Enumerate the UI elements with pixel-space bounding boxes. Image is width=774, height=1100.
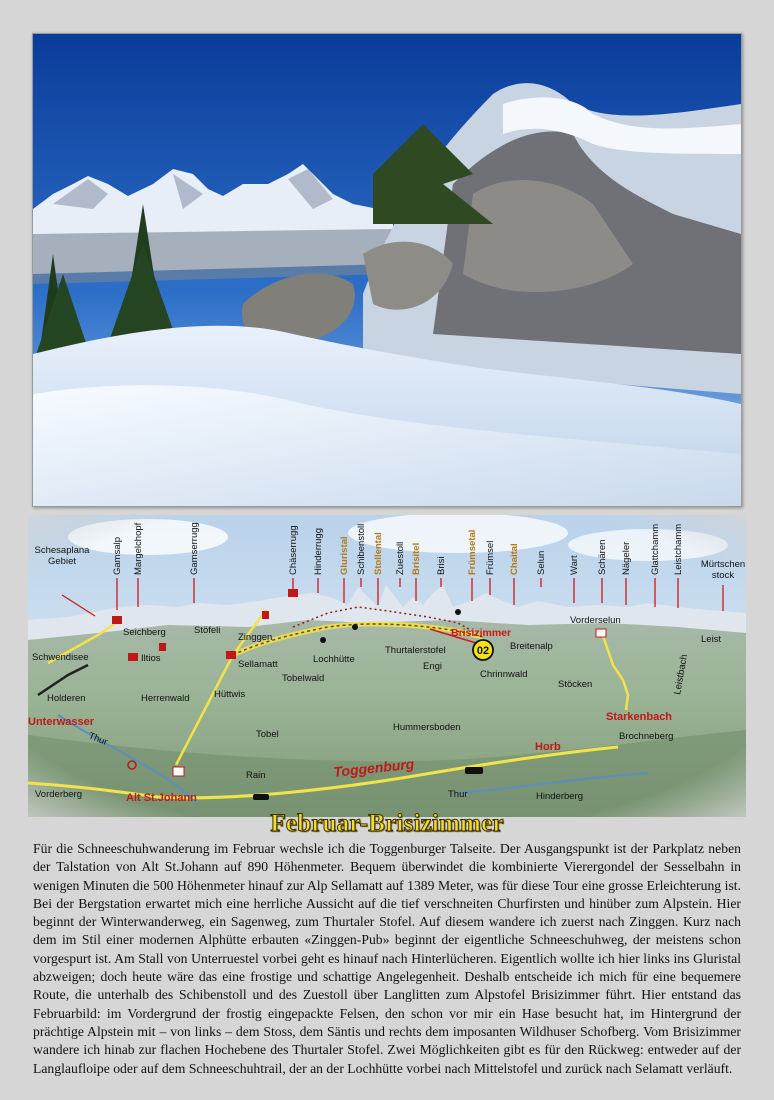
- peak-label-selun: Selun: [536, 550, 547, 575]
- peak-label-chaital: Chaital: [509, 543, 520, 575]
- place-toggenburg: Toggenburg: [332, 755, 416, 780]
- bus-icon: [465, 767, 483, 774]
- hut-icon: [596, 629, 606, 637]
- place-thur-right: Thur: [448, 789, 468, 800]
- place-brochneberg: Brochneberg: [619, 731, 674, 742]
- peak-label-glattchamm: Glattchamm: [650, 523, 661, 575]
- place-huettwis: Hüttwis: [214, 689, 246, 700]
- peak-label-wart: Wart: [569, 555, 580, 575]
- peak-label-naegeler: Nägeler: [621, 541, 632, 575]
- place-starkenbach: Starkenbach: [606, 711, 673, 723]
- peak-label-brisi: Brisi: [436, 556, 447, 575]
- hiker-icon: [320, 637, 326, 643]
- place-holderen: Holderen: [47, 693, 86, 704]
- place-iltios: Iltios: [141, 653, 161, 664]
- hut-icon: [173, 767, 184, 776]
- winter-landscape-photo: [32, 33, 742, 507]
- place-sellamatt: Sellamatt: [238, 659, 278, 670]
- hut-icon: [112, 616, 122, 624]
- peak-label-margelchopf: Margelchopf: [133, 522, 144, 575]
- peak-label-zuestoll: Zuestoll: [395, 541, 406, 575]
- place-hummersboden: Hummersboden: [393, 722, 461, 733]
- place-vorderberg: Vorderberg: [35, 789, 83, 800]
- hut-icon: [128, 653, 138, 661]
- peak-label-leistchamm: Leistchamm: [673, 523, 684, 575]
- page-title: Februar-Brisizimmer: [270, 810, 504, 837]
- peak-label-schesaplana: Schesaplana Gebiet: [34, 545, 90, 567]
- hiker-icon: [455, 609, 461, 615]
- peak-label-schaeren: Schären: [597, 539, 608, 575]
- peak-label-stollental: Stollental: [373, 532, 384, 575]
- hut-icon: [288, 589, 298, 597]
- tour-description: Für die Schneeschuhwanderung im Februar wechsle ich die Toggenburger Talseite. Der Ausgangspunkt ist der Parkplatz neben der Talstation von Alt St.Johann auf 890 Höhenmeter. Bequem überwindet die kombinierte Vierergondel der Sesselbahn in wenigen Minuten die 500 Höhenmeter hinauf zur Alp Sellamatt auf 1389 Meter, was für diese Tour eine grosse Erleichterung ist. Bei der Bergstation erwartet mich eine herrliche Aussicht auf die tief verschneiten Churfirsten und hinüber zum Alpstein. Hier beginnt der Winterwanderweg, ein Sagenweg, zum Thurtaler Stofel. Auf diesem wandere ich zuerst nach Zinggen. Kurz nach dem im Stil einer modernen Alphütte erbauten «Zinggen-Pub» beginnt der eigentliche Schneeschuhweg, der meistens schon vorgespurt ist. Am Stall von Unterruestel vorbei geht es hinauf nach Hinterlücheren. Eigentlich wollte ich hier links ins Gluristal abzweigen; doch heute wäre das eine frostige und schattige Angelegenheit. Deshalb entscheide ich mich für eine bequemere Route, die unterhalb des Schibenstoll und des Zuestoll über Langlitten zum Alpstofel Brisizimmer führt. Hier entstand das Februarbild: im Vordergrund der frostig eingepackte Felsen, den schon vor mir ein Hase besucht hat, im Hintergrund der prächtige Alpstein mit – von links – dem Stoss, dem Säntis und rechts dem imposanten Wildhuser Schofberg. Vom Brisizimmer wandere ich hinab zur flachen Hochebene des Thurtaler Stofel. Zwei Möglichkeiten gibt es für den Rückweg: entweder auf der Langlaufloipe oder auf dem Schneeschuhtrail, der an der Lochhütte vorbei nach Mittelstofel und zurück nach Selamatt verläuft.: [33, 841, 741, 1076]
- place-horb: Horb: [535, 741, 561, 753]
- car-icon: [253, 794, 269, 800]
- hut-icon: [226, 651, 236, 659]
- place-stoecken: Stöcken: [558, 679, 593, 690]
- gondola-icon: [159, 643, 166, 651]
- place-tobel: Tobel: [256, 729, 279, 740]
- peak-label-schibenstoll: Schibenstoll: [356, 523, 367, 575]
- place-zinggen: Zinggen: [238, 632, 273, 643]
- route-marker-label: 02: [476, 645, 490, 657]
- hiker-icon: [352, 624, 358, 630]
- place-altstjohann: Alt St.Johann: [126, 792, 197, 804]
- place-unterwasser: Unterwasser: [28, 716, 95, 728]
- peak-label-gamsalp: Gamsalp: [112, 536, 123, 575]
- panorama-route-map: [28, 515, 746, 817]
- place-leist: Leist: [701, 634, 722, 645]
- place-engi: Engi: [423, 661, 443, 672]
- peak-label-fruemsetal: Frümsetal: [467, 529, 478, 575]
- place-schwendisee: Schwendisee: [32, 652, 89, 663]
- peak-label-brisitel: Brisitel: [411, 542, 422, 575]
- place-leistbach: Leistbach: [672, 653, 691, 696]
- peak-label-fruemsel: Frümsel: [485, 540, 496, 575]
- place-thur-left: Thur: [86, 730, 110, 749]
- place-lochhuette: Lochhütte: [313, 654, 355, 665]
- place-chrinnwald: Chrinnwald: [480, 669, 528, 680]
- place-stoefeli: Stöfeli: [194, 625, 221, 636]
- place-hinderberg: Hinderberg: [536, 791, 583, 802]
- place-thurtalerstofel: Thurtalerstofel: [385, 645, 446, 656]
- peak-label-muertschenstock: Mürtschen stock: [700, 559, 746, 581]
- place-seichberg: Seichberg: [123, 627, 166, 638]
- place-tobelwald: Tobelwald: [282, 673, 325, 684]
- place-herrenwald: Herrenwald: [141, 693, 190, 704]
- peak-label-hinderrugg: Hinderrugg: [313, 528, 324, 575]
- gondola-icon: [262, 611, 269, 619]
- peak-label-gamserrugg: Gamserrugg: [189, 522, 200, 575]
- place-vorderselun: Vorderselun: [570, 615, 621, 626]
- place-breitenalp: Breitenalp: [510, 641, 553, 652]
- peak-label-chaeserrugg: Chäserrugg: [288, 525, 299, 575]
- place-rain: Rain: [246, 770, 266, 781]
- peak-label-gluristal: Gluristal: [339, 536, 350, 575]
- place-brisizimmer: Brisizimmer: [451, 627, 512, 639]
